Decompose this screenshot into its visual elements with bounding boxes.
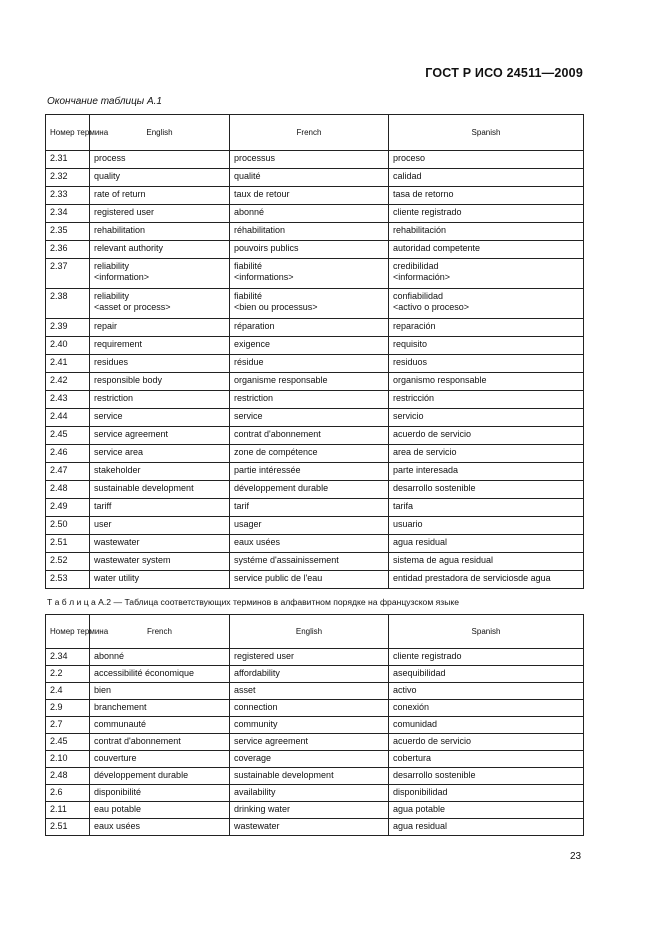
cell-line: service area — [94, 447, 144, 457]
cell-line: accessibilité économique — [94, 668, 195, 678]
cell-line: bien — [94, 685, 112, 695]
cell-line: <activo o proceso> — [393, 302, 470, 312]
table-row — [46, 223, 584, 241]
french-cell — [90, 734, 230, 751]
cell-line: usager — [234, 519, 262, 529]
cell-line: rate of return — [94, 189, 146, 199]
french-cell — [230, 427, 389, 445]
cell-line: systéme d'assainissement — [234, 555, 339, 565]
spanish-cell — [389, 768, 584, 785]
spanish-cell — [389, 241, 584, 259]
cell-line: usuario — [393, 519, 423, 529]
term-number-cell: 2.44 — [46, 409, 90, 427]
term-number-cell: 2.39 — [46, 319, 90, 337]
french-cell — [90, 683, 230, 700]
term-number-cell: 2.52 — [46, 553, 90, 571]
term-number-cell: 2.45 — [46, 427, 90, 445]
french-cell — [230, 499, 389, 517]
table-row — [46, 409, 584, 427]
spanish-cell — [389, 717, 584, 734]
spanish-cell — [389, 499, 584, 517]
spanish-cell — [389, 481, 584, 499]
cell-line: <information> — [94, 272, 150, 282]
english-cell — [90, 259, 230, 289]
cell-line: calidad — [393, 171, 422, 181]
cell-line: tariff — [94, 501, 112, 511]
table-row — [46, 683, 584, 700]
cell-line: <bien ou processus> — [234, 302, 318, 312]
term-number-cell: 2.43 — [46, 391, 90, 409]
cell-line: fiabilité — [234, 291, 263, 301]
french-cell — [230, 205, 389, 223]
table-row — [46, 768, 584, 785]
english-cell — [90, 535, 230, 553]
cell-line: process — [94, 153, 126, 163]
header-spanish: Spanish — [389, 615, 584, 649]
spanish-cell — [389, 819, 584, 836]
cell-line: confiabilidad — [393, 291, 444, 301]
french-cell — [230, 463, 389, 481]
cell-line: registered user — [94, 207, 155, 217]
table-row — [46, 785, 584, 802]
cell-line: acuerdo de servicio — [393, 429, 472, 439]
table-row — [46, 445, 584, 463]
table-row — [46, 499, 584, 517]
cell-line: réparation — [234, 321, 275, 331]
table1-body — [46, 151, 584, 589]
cell-line: service public de l'eau — [234, 573, 323, 583]
cell-line: responsible body — [94, 375, 163, 385]
french-cell — [230, 319, 389, 337]
term-number-cell: 2.45 — [46, 734, 90, 751]
cell-line: residuos — [393, 357, 428, 367]
english-cell — [90, 223, 230, 241]
french-cell — [230, 517, 389, 535]
french-cell — [230, 481, 389, 499]
cell-line: proceso — [393, 153, 426, 163]
term-number-cell: 2.51 — [46, 819, 90, 836]
header-spanish: Spanish — [389, 115, 584, 151]
cell-line: exigence — [234, 339, 271, 349]
cell-line: qualité — [234, 171, 261, 181]
english-cell — [90, 409, 230, 427]
french-cell — [230, 571, 389, 589]
english-cell — [90, 337, 230, 355]
cell-line: abonné — [234, 207, 265, 217]
cell-line: restricción — [393, 393, 435, 403]
term-number-cell: 2.48 — [46, 481, 90, 499]
cell-line: restriction — [94, 393, 134, 403]
table-row — [46, 463, 584, 481]
english-cell — [90, 481, 230, 499]
english-cell — [90, 355, 230, 373]
french-cell — [230, 391, 389, 409]
cell-line: sistema de agua residual — [393, 555, 494, 565]
cell-line: réhabilitation — [234, 225, 286, 235]
cell-line: servicio — [393, 411, 424, 421]
spanish-cell — [389, 683, 584, 700]
french-cell — [90, 785, 230, 802]
spanish-cell — [389, 373, 584, 391]
cell-line: wastewater system — [94, 555, 171, 565]
cell-line: reliability — [94, 291, 130, 301]
english-cell — [230, 666, 389, 683]
french-cell — [230, 337, 389, 355]
table-row — [46, 481, 584, 499]
cell-line: zone de compétence — [234, 447, 318, 457]
cell-line: service — [234, 411, 263, 421]
cell-line: community — [234, 719, 278, 729]
term-number-cell: 2.34 — [46, 205, 90, 223]
english-cell — [230, 785, 389, 802]
french-cell — [230, 169, 389, 187]
term-number-cell: 2.50 — [46, 517, 90, 535]
cell-line: cliente registrado — [393, 651, 462, 661]
cell-line: <informations> — [234, 272, 294, 282]
cell-line: agua residual — [393, 821, 448, 831]
cell-line: eaux usées — [94, 821, 141, 831]
french-cell — [230, 259, 389, 289]
cell-line: tarif — [234, 501, 250, 511]
english-cell — [90, 517, 230, 535]
cell-line: cliente registrado — [393, 207, 462, 217]
cell-line: requirement — [94, 339, 143, 349]
cell-line: tarifa — [393, 501, 414, 511]
term-number-cell: 2.11 — [46, 802, 90, 819]
terms-table-a2 — [45, 614, 584, 836]
term-number-cell: 2.34 — [46, 649, 90, 666]
cell-line: user — [94, 519, 112, 529]
french-cell — [90, 751, 230, 768]
cell-line: abonné — [94, 651, 125, 661]
table-row — [46, 535, 584, 553]
spanish-cell — [389, 535, 584, 553]
table-row — [46, 391, 584, 409]
english-cell — [230, 683, 389, 700]
cell-line: service agreement — [94, 429, 169, 439]
header-term-number: Номер термина — [46, 615, 90, 649]
cell-line: stakeholder — [94, 465, 141, 475]
english-cell — [90, 463, 230, 481]
table-row — [46, 319, 584, 337]
table1-caption: Окончание таблицы А.1 — [47, 96, 162, 107]
cell-line: taux de retour — [234, 189, 290, 199]
cell-line: sustainable development — [94, 483, 194, 493]
cell-line: wastewater — [234, 821, 280, 831]
document-code: ГОСТ Р ИСО 24511—2009 — [425, 66, 583, 80]
spanish-cell — [389, 289, 584, 319]
french-cell — [90, 717, 230, 734]
table-row — [46, 700, 584, 717]
cell-line: water utility — [94, 573, 140, 583]
table-row — [46, 355, 584, 373]
cell-line: agua potable — [393, 804, 446, 814]
french-cell — [230, 223, 389, 241]
english-cell — [90, 499, 230, 517]
cell-line: organisme responsable — [234, 375, 328, 385]
table-row — [46, 717, 584, 734]
table-row — [46, 259, 584, 289]
cell-line: partie intéressée — [234, 465, 301, 475]
spanish-cell — [389, 463, 584, 481]
table-row — [46, 427, 584, 445]
cell-line: relevant authority — [94, 243, 164, 253]
term-number-cell: 2.49 — [46, 499, 90, 517]
term-number-cell: 2.7 — [46, 717, 90, 734]
term-number-cell: 2.36 — [46, 241, 90, 259]
term-number-cell: 2.51 — [46, 535, 90, 553]
header-french: French — [230, 115, 389, 151]
term-number-cell: 2.37 — [46, 259, 90, 289]
cell-line: rehabilitación — [393, 225, 447, 235]
spanish-cell — [389, 205, 584, 223]
cell-line: autoridad competente — [393, 243, 481, 253]
cell-line: acuerdo de servicio — [393, 736, 472, 746]
header-english: English — [230, 615, 389, 649]
table-row — [46, 187, 584, 205]
french-cell — [90, 802, 230, 819]
cell-line: quality — [94, 171, 121, 181]
term-number-cell: 2.9 — [46, 700, 90, 717]
spanish-cell — [389, 169, 584, 187]
english-cell — [230, 717, 389, 734]
table-row — [46, 553, 584, 571]
cell-line: restriction — [234, 393, 274, 403]
cell-line: organismo responsable — [393, 375, 487, 385]
cell-line: eaux usées — [234, 537, 281, 547]
english-cell — [90, 151, 230, 169]
term-number-cell: 2.40 — [46, 337, 90, 355]
french-cell — [230, 241, 389, 259]
cell-line: wastewater — [94, 537, 140, 547]
table-row — [46, 205, 584, 223]
terms-table-a1 — [45, 114, 584, 589]
table-row — [46, 289, 584, 319]
term-number-cell: 2.33 — [46, 187, 90, 205]
cell-line: processus — [234, 153, 276, 163]
cell-line: conexión — [393, 702, 430, 712]
english-cell — [90, 289, 230, 319]
french-cell — [90, 819, 230, 836]
table-row — [46, 734, 584, 751]
cell-line: <asset or process> — [94, 302, 171, 312]
table-row — [46, 241, 584, 259]
cell-line: service agreement — [234, 736, 309, 746]
cell-line: residues — [94, 357, 129, 367]
cell-line: asset — [234, 685, 256, 695]
cell-line: comunidad — [393, 719, 438, 729]
french-cell — [230, 151, 389, 169]
cell-line: couverture — [94, 753, 137, 763]
spanish-cell — [389, 445, 584, 463]
english-cell — [90, 571, 230, 589]
header-term-number: Номер термина — [46, 115, 90, 151]
spanish-cell — [389, 571, 584, 589]
table-row — [46, 571, 584, 589]
spanish-cell — [389, 391, 584, 409]
spanish-cell — [389, 700, 584, 717]
term-number-cell: 2.31 — [46, 151, 90, 169]
cell-line: area de servicio — [393, 447, 457, 457]
english-cell — [90, 205, 230, 223]
english-cell — [90, 169, 230, 187]
cell-line: entidad prestadora de serviciosde agua — [393, 573, 551, 583]
spanish-cell — [389, 785, 584, 802]
english-cell — [230, 819, 389, 836]
spanish-cell — [389, 649, 584, 666]
cell-line: disponibilidad — [393, 787, 448, 797]
english-cell — [230, 649, 389, 666]
table-row — [46, 169, 584, 187]
english-cell — [90, 187, 230, 205]
english-cell — [90, 373, 230, 391]
cell-line: rehabilitation — [94, 225, 146, 235]
table-row — [46, 802, 584, 819]
spanish-cell — [389, 553, 584, 571]
term-number-cell: 2.41 — [46, 355, 90, 373]
english-cell — [90, 241, 230, 259]
cell-line: affordability — [234, 668, 280, 678]
cell-line: repair — [94, 321, 118, 331]
spanish-cell — [389, 666, 584, 683]
english-cell — [230, 802, 389, 819]
spanish-cell — [389, 259, 584, 289]
english-cell — [90, 319, 230, 337]
header-french: French — [90, 615, 230, 649]
french-cell — [230, 409, 389, 427]
cell-line: credibilidad — [393, 261, 439, 271]
table-row — [46, 151, 584, 169]
cell-line: eau potable — [94, 804, 142, 814]
cell-line: asequibilidad — [393, 668, 446, 678]
spanish-cell — [389, 427, 584, 445]
english-cell — [230, 751, 389, 768]
spanish-cell — [389, 223, 584, 241]
table-row — [46, 666, 584, 683]
spanish-cell — [389, 355, 584, 373]
term-number-cell: 2.32 — [46, 169, 90, 187]
english-cell — [230, 700, 389, 717]
cell-line: requisito — [393, 339, 428, 349]
english-cell — [90, 445, 230, 463]
term-number-cell: 2.42 — [46, 373, 90, 391]
french-cell — [230, 187, 389, 205]
french-cell — [90, 700, 230, 717]
term-number-cell: 2.4 — [46, 683, 90, 700]
term-number-cell: 2.38 — [46, 289, 90, 319]
cell-line: disponibilité — [94, 787, 142, 797]
table-row — [46, 751, 584, 768]
english-cell — [230, 734, 389, 751]
french-cell — [230, 445, 389, 463]
table-row — [46, 517, 584, 535]
french-cell — [230, 553, 389, 571]
cell-line: service — [94, 411, 123, 421]
cell-line: branchement — [94, 702, 147, 712]
cell-line: communauté — [94, 719, 147, 729]
cell-line: résidue — [234, 357, 264, 367]
term-number-cell: 2.35 — [46, 223, 90, 241]
cell-line: agua residual — [393, 537, 448, 547]
spanish-cell — [389, 734, 584, 751]
cell-line: développement durable — [94, 770, 189, 780]
term-number-cell: 2.46 — [46, 445, 90, 463]
cell-line: desarrollo sostenible — [393, 483, 476, 493]
french-cell — [90, 666, 230, 683]
cell-line: sustainable development — [234, 770, 334, 780]
term-number-cell: 2.53 — [46, 571, 90, 589]
cell-line: reliability — [94, 261, 130, 271]
french-cell — [230, 535, 389, 553]
cell-line: cobertura — [393, 753, 432, 763]
cell-line: reparación — [393, 321, 436, 331]
spanish-cell — [389, 319, 584, 337]
cell-line: registered user — [234, 651, 295, 661]
table2-caption: Т а б л и ц а А.2 — Таблица соответствующих терминов в алфавитном порядке на французском языке — [47, 597, 460, 607]
french-cell — [90, 649, 230, 666]
french-cell — [230, 373, 389, 391]
page-number: 23 — [570, 851, 582, 862]
cell-line: fiabilité — [234, 261, 263, 271]
cell-line: contrat d'abonnement — [234, 429, 321, 439]
spanish-cell — [389, 337, 584, 355]
cell-line: développement durable — [234, 483, 329, 493]
english-cell — [90, 427, 230, 445]
spanish-cell — [389, 151, 584, 169]
table2-body — [46, 649, 584, 836]
term-number-cell: 2.48 — [46, 768, 90, 785]
cell-line: availability — [234, 787, 276, 797]
cell-line: desarrollo sostenible — [393, 770, 476, 780]
french-cell — [90, 768, 230, 785]
french-cell — [230, 355, 389, 373]
cell-line: parte interesada — [393, 465, 459, 475]
english-cell — [90, 553, 230, 571]
english-cell — [230, 768, 389, 785]
table-row — [46, 373, 584, 391]
french-cell — [230, 289, 389, 319]
spanish-cell — [389, 409, 584, 427]
cell-line: contrat d'abonnement — [94, 736, 181, 746]
english-cell — [90, 391, 230, 409]
term-number-cell: 2.2 — [46, 666, 90, 683]
table-row — [46, 819, 584, 836]
cell-line: coverage — [234, 753, 272, 763]
spanish-cell — [389, 517, 584, 535]
term-number-cell: 2.47 — [46, 463, 90, 481]
cell-line: pouvoirs publics — [234, 243, 299, 253]
cell-line: activo — [393, 685, 417, 695]
table-row — [46, 649, 584, 666]
term-number-cell: 2.6 — [46, 785, 90, 802]
spanish-cell — [389, 751, 584, 768]
table-row — [46, 337, 584, 355]
spanish-cell — [389, 802, 584, 819]
cell-line: drinking water — [234, 804, 291, 814]
spanish-cell — [389, 187, 584, 205]
cell-line: <información> — [393, 272, 451, 282]
term-number-cell: 2.10 — [46, 751, 90, 768]
cell-line: connection — [234, 702, 278, 712]
header-english: English — [90, 115, 230, 151]
cell-line: tasa de retorno — [393, 189, 454, 199]
